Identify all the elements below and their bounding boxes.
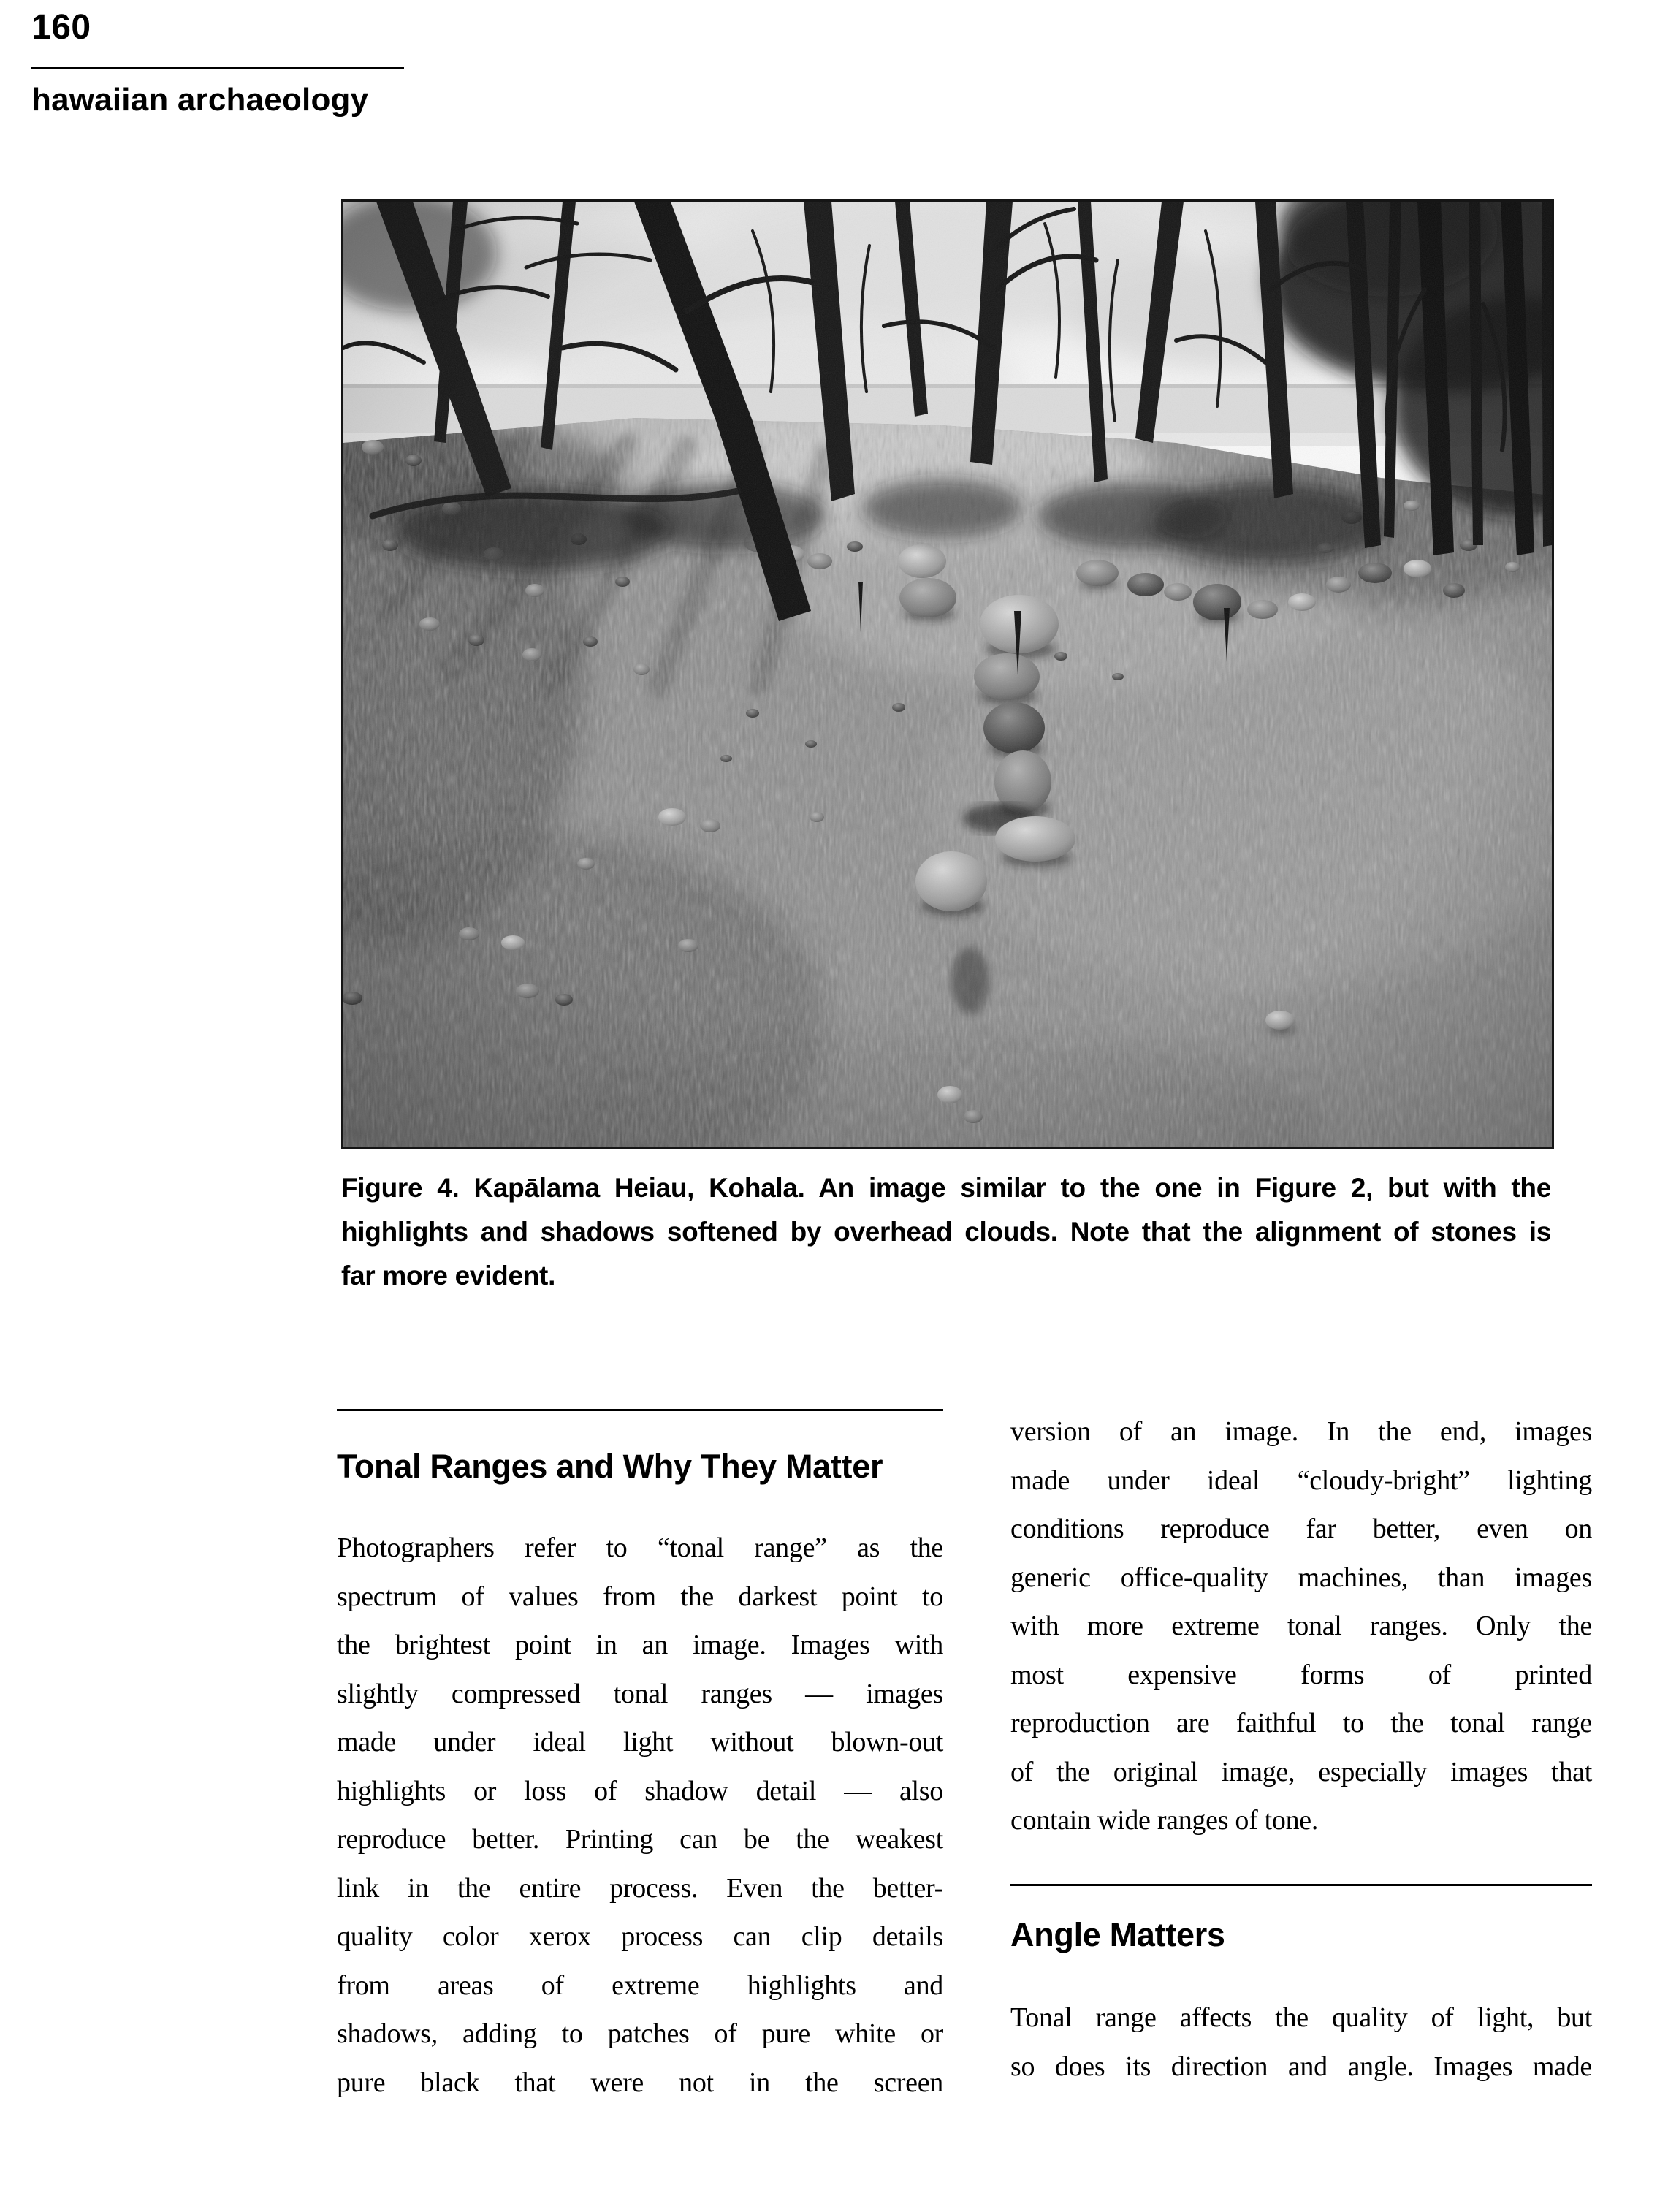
text-line: spectrum of values from the darkest point to	[337, 1581, 943, 1612]
tonal-section-continuation	[1010, 1407, 1592, 1845]
text-line: far more evident.	[341, 1261, 556, 1291]
section-heading-angle: Angle Matters	[1010, 1916, 1225, 1953]
figure-photo-frame	[341, 199, 1554, 1149]
section-rule-tonal	[337, 1409, 943, 1411]
heiau-photograph	[343, 202, 1552, 1147]
text-line: shadows, adding to patches of pure white or	[337, 2018, 943, 2049]
text-line: highlights and shadows softened by overhead clouds. Note that the alignment of stones is	[341, 1217, 1551, 1247]
text-line: conditions reproduce far better, even on	[1010, 1513, 1592, 1544]
text-line: Photographers refer to “tonal range” as the	[337, 1532, 943, 1563]
text-line: made under ideal “cloudy-bright” lighting	[1010, 1464, 1592, 1496]
section-heading-tonal: Tonal Ranges and Why They Matter	[337, 1448, 883, 1485]
section-rule-angle	[1010, 1884, 1592, 1886]
text-line: generic office-quality machines, than images	[1010, 1562, 1592, 1593]
text-line: most expensive forms of printed	[1010, 1659, 1592, 1690]
text-line: pure black that were not in the screen	[337, 2067, 943, 2098]
text-line: of the original image, especially images that	[1010, 1756, 1592, 1787]
text-line: highlights or loss of shadow detail — also	[337, 1775, 943, 1806]
text-line: reproduction are faithful to the tonal range	[1010, 1708, 1592, 1738]
text-line: from areas of extreme highlights and	[337, 1969, 943, 2001]
text-line: the brightest point in an image. Images with	[337, 1630, 943, 1660]
text-line: with more extreme tonal ranges. Only the	[1010, 1611, 1592, 1641]
journal-title: hawaiian archaeology	[31, 82, 369, 118]
text-line: reproduce better. Printing can be the weakest	[337, 1824, 943, 1855]
text-line: slightly compressed tonal ranges — images	[337, 1678, 943, 1709]
page-number: 160	[31, 8, 91, 47]
text-line: quality color xerox process can clip details	[337, 1921, 943, 1952]
tonal-section-body	[337, 1524, 943, 2107]
text-line: link in the entire process. Even the better-	[337, 1872, 943, 1904]
header-rule	[31, 67, 404, 69]
angle-section-body	[1010, 1994, 1592, 2091]
photo-vignette	[343, 202, 1552, 1147]
figure-caption	[341, 1166, 1551, 1298]
text-line: version of an image. In the end, images	[1010, 1416, 1592, 1447]
text-line: Figure 4. Kapālama Heiau, Kohala. An image similar to the one in Figure 2, but with the	[341, 1173, 1551, 1203]
text-line: made under ideal light without blown-out	[337, 1727, 943, 1757]
text-line: Tonal range affects the quality of light, but	[1010, 2002, 1592, 2033]
text-line: so does its direction and angle. Images made	[1010, 2051, 1592, 2082]
text-line: contain wide ranges of tone.	[1010, 1805, 1319, 1836]
